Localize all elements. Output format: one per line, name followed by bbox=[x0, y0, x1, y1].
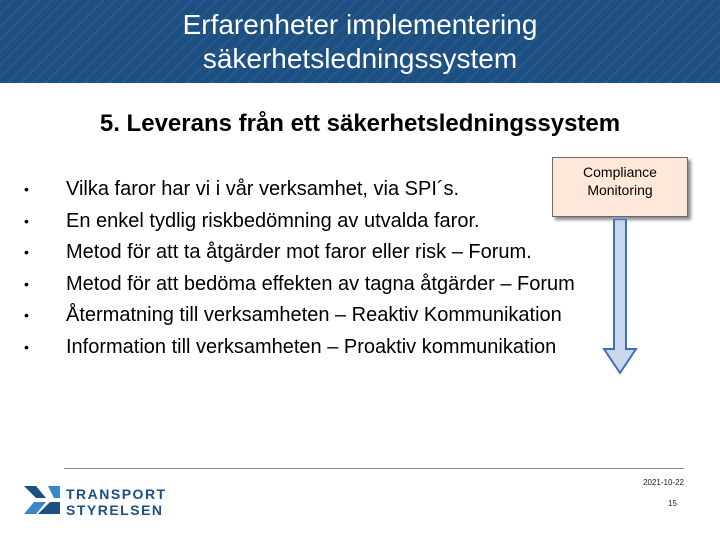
page-number: 15 bbox=[668, 499, 677, 508]
bullet-item bbox=[24, 237, 575, 269]
bullet-dot: • bbox=[24, 212, 29, 229]
bullet-dot: • bbox=[24, 307, 29, 323]
slide-title bbox=[183, 8, 538, 76]
callout-line2: Monitoring bbox=[587, 182, 653, 198]
bullet-item bbox=[24, 269, 575, 301]
slide-subtitle: 5. Leverans från ett säkerhetsledningssystem bbox=[99, 110, 621, 137]
footer-divider bbox=[64, 468, 684, 469]
bullet-dot: • bbox=[24, 181, 29, 197]
bullet-item bbox=[24, 174, 575, 206]
bullet-text: Metod för att ta åtgärder mot faror eller risk – Forum. bbox=[66, 241, 532, 263]
bullet-text: Metod för att bedöma effekten av tagna åtgärder – Forum bbox=[66, 272, 575, 295]
bullet-text: En enkel tydlig riskbedömning av utvalda faror. bbox=[66, 209, 480, 232]
footer-date: 2021-10-22 bbox=[643, 478, 684, 487]
callout-line1: Compliance bbox=[583, 164, 657, 180]
compliance-monitoring-callout bbox=[552, 157, 688, 217]
bullet-text: Vilka faror har vi i vår verksamhet, via SPI´s. bbox=[66, 178, 460, 200]
bullet-item bbox=[24, 300, 575, 332]
bullet-dot: • bbox=[24, 275, 29, 292]
bullet-dot: • bbox=[24, 244, 29, 260]
bullet-text: Information till verksamheten – Proaktiv kommunikation bbox=[66, 335, 557, 358]
title-band bbox=[0, 0, 720, 83]
bullet-text: Återmatning till verksamheten – Reaktiv Kommunikation bbox=[66, 304, 562, 326]
bullet-list bbox=[24, 174, 575, 363]
bullet-item bbox=[24, 206, 575, 238]
slide-title-line1: Erfarenheter implementering bbox=[182, 8, 538, 40]
logo-line2: STYRELSEN bbox=[66, 502, 164, 518]
slide-title-line2: säkerhetsledningssystem bbox=[202, 42, 518, 74]
transportstyrelsen-logo-icon bbox=[24, 484, 60, 516]
bullet-dot: • bbox=[24, 338, 29, 355]
down-arrow-icon bbox=[600, 219, 640, 375]
bullet-item bbox=[24, 332, 575, 364]
logo-line1: TRANSPORT bbox=[66, 486, 167, 502]
agency-logo-text bbox=[66, 486, 167, 518]
